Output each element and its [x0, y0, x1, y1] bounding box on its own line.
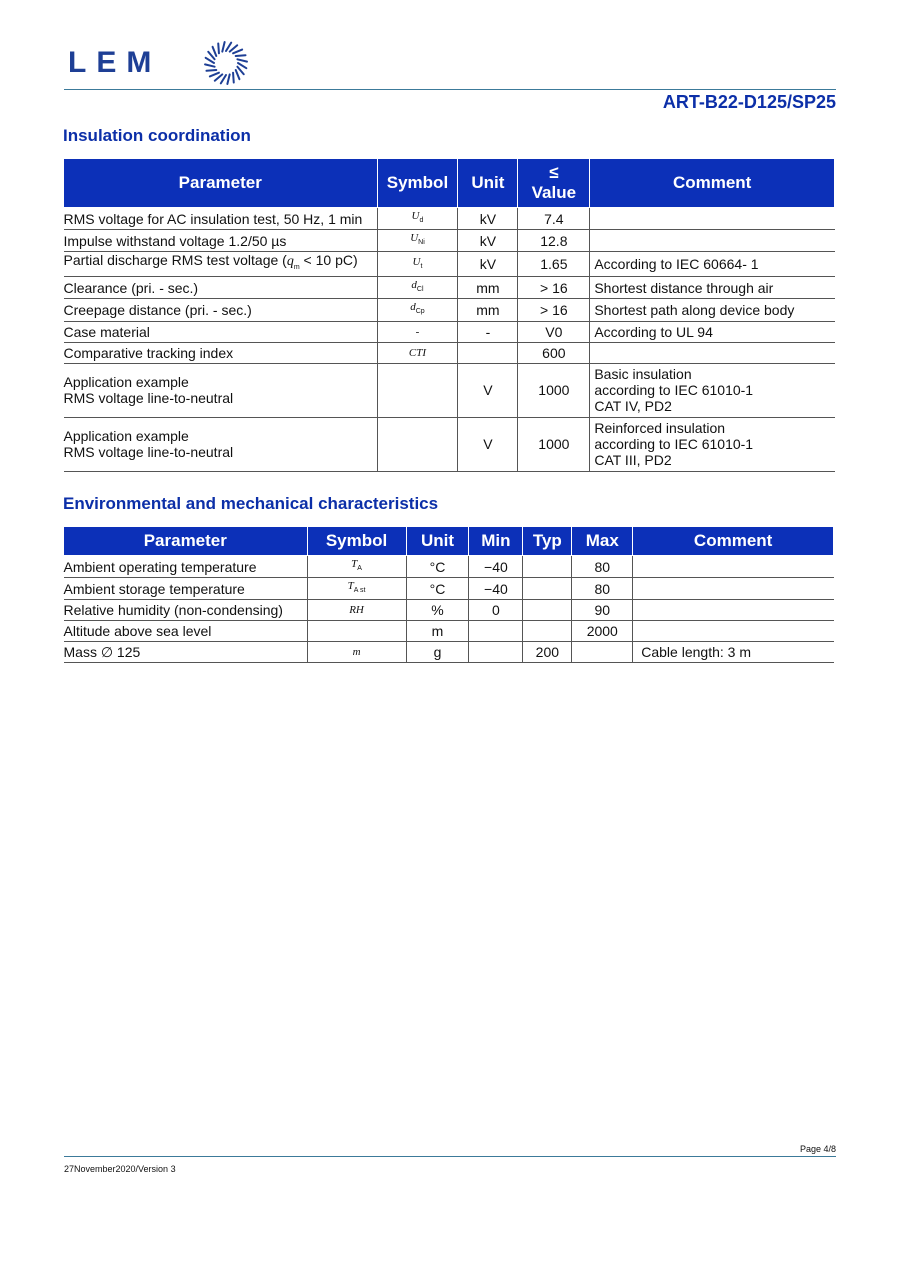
comment-cell: [590, 208, 835, 230]
symbol-cell: [377, 342, 458, 363]
comment-cell: [633, 556, 834, 578]
symbol-text: d: [410, 301, 416, 314]
unit-cell: -: [458, 321, 518, 342]
parameter-cell: Creepage distance (pri. - sec.): [64, 299, 378, 321]
symbol-text: CTI: [408, 346, 427, 359]
typ-cell: [523, 578, 572, 600]
col-header-parameter: Parameter: [64, 527, 308, 556]
comment-cell: [633, 578, 834, 600]
typ-cell: [523, 621, 572, 642]
parameter-part: < 10 pC): [299, 252, 358, 269]
col-header-parameter: Parameter: [64, 159, 378, 208]
max-cell: 90: [572, 600, 633, 621]
col-header-max: Max: [572, 527, 633, 556]
symbol-text: T: [351, 558, 358, 570]
symbol-cell: [307, 621, 406, 642]
insulation-section-title: Insulation coordination: [63, 126, 251, 145]
symbol-text: -: [415, 325, 420, 338]
symbol-text: RH: [349, 604, 364, 617]
value-cell: > 16: [518, 277, 590, 299]
parameter-cell: RMS voltage for AC insulation test, 50 Hz, 1 min: [64, 208, 378, 230]
table-row: [64, 230, 835, 252]
comment-cell: According to UL 94: [590, 321, 835, 342]
unit-cell: V: [458, 363, 518, 417]
parameter-cell: Ambient operating temperature: [64, 556, 308, 578]
parameter-cell: Ambient storage temperature: [64, 578, 308, 600]
symbol-cell: [307, 556, 406, 578]
col-header-unit: Unit: [406, 527, 469, 556]
symbol-text: U: [411, 210, 420, 222]
unit-cell: [458, 342, 518, 363]
unit-cell: %: [406, 600, 469, 621]
unit-cell: m: [406, 621, 469, 642]
comment-cell: Shortest path along device body: [590, 299, 835, 321]
insulation-table: [63, 158, 835, 472]
table-row: [64, 642, 834, 663]
unit-cell: °C: [406, 578, 469, 600]
symbol-cell: [307, 578, 406, 600]
comment-cell: Reinforced insulation according to IEC 61010-1 CAT III, PD2: [590, 417, 835, 471]
value-cell: > 16: [518, 299, 590, 321]
table-row: [64, 556, 834, 578]
table-row: [64, 208, 835, 230]
min-cell: 0: [469, 600, 523, 621]
sun-logo-icon: [203, 40, 249, 86]
max-cell: [572, 642, 633, 663]
table-row: [64, 321, 835, 342]
unit-cell: mm: [458, 299, 518, 321]
comment-cell: [590, 230, 835, 252]
min-cell: [469, 621, 523, 642]
symbol-text: d: [411, 279, 417, 292]
col-header-value: ≤ Value: [518, 159, 590, 208]
environmental-section-title: Environmental and mechanical characteristics: [63, 494, 439, 513]
symbol-cell: [377, 230, 458, 252]
comment-cell: According to IEC 60664- 1: [590, 252, 835, 277]
symbol-cell: [377, 208, 458, 230]
table-row: [64, 417, 835, 471]
parameter-cell: Altitude above sea level: [64, 621, 308, 642]
value-cell: 1.65: [518, 252, 590, 277]
unit-cell: V: [458, 417, 518, 471]
symbol-text: T: [347, 580, 354, 593]
unit-cell: °C: [406, 556, 469, 578]
parameter-cell: Mass ∅ 125: [64, 642, 308, 663]
comment-cell: [633, 600, 834, 621]
value-cell: 1000: [518, 363, 590, 417]
symbol-subscript: Ni: [418, 239, 425, 247]
max-cell: 80: [572, 556, 633, 578]
table-row: [64, 342, 835, 363]
symbol-cell: [377, 277, 458, 299]
environmental-table: [63, 526, 834, 663]
col-header-typ: Typ: [523, 527, 572, 556]
company-logo: LEM: [68, 46, 162, 79]
document-title: ART-B22-D125/SP25: [662, 92, 836, 112]
max-cell: 80: [572, 578, 633, 600]
page-number: Page 4/8: [799, 1144, 836, 1154]
symbol-cell: [377, 252, 458, 277]
parameter-cell: Comparative tracking index: [64, 342, 378, 363]
symbol-subscript: A st: [353, 587, 366, 595]
unit-cell: mm: [458, 277, 518, 299]
symbol-text: U: [410, 232, 419, 245]
symbol-cell: [307, 600, 406, 621]
col-header-symbol: Symbol: [377, 159, 458, 208]
symbol-subscript: t: [420, 262, 423, 270]
parameter-part: q: [286, 254, 294, 270]
comment-cell: Basic insulation according to IEC 61010-1 CAT IV, PD2: [590, 363, 835, 417]
symbol-cell: [377, 417, 458, 471]
table-row: [64, 578, 834, 600]
unit-cell: g: [406, 642, 469, 663]
col-header-symbol: Symbol: [307, 527, 406, 556]
parameter-part: m: [293, 264, 300, 272]
value-cell: 12.8: [518, 230, 590, 252]
table-row: [64, 277, 835, 299]
symbol-subscript: d: [419, 217, 424, 225]
col-header-min: Min: [469, 527, 523, 556]
symbol-cell: [377, 363, 458, 417]
typ-cell: [523, 556, 572, 578]
min-cell: −40: [469, 578, 523, 600]
parameter-cell: Clearance (pri. - sec.): [64, 277, 378, 299]
value-cell: 1000: [518, 417, 590, 471]
table-row: [64, 600, 834, 621]
comment-cell: [633, 621, 834, 642]
typ-cell: [523, 600, 572, 621]
symbol-text: m: [352, 646, 361, 659]
min-cell: −40: [469, 556, 523, 578]
symbol-subscript: A: [357, 565, 362, 573]
value-cell: V0: [518, 321, 590, 342]
col-header-unit: Unit: [458, 159, 518, 208]
col-header-comment: Comment: [590, 159, 835, 208]
parameter-cell: [64, 252, 378, 277]
parameter-cell: Application example RMS voltage line-to-neutral: [64, 363, 378, 417]
table-row: [64, 363, 835, 417]
max-cell: 2000: [572, 621, 633, 642]
parameter-part: Partial discharge RMS test voltage (: [63, 252, 287, 269]
parameter-cell: Relative humidity (non-condensing): [64, 600, 308, 621]
comment-cell: Shortest distance through air: [590, 277, 835, 299]
symbol-cell: [377, 299, 458, 321]
table-row: [64, 621, 834, 642]
unit-cell: kV: [458, 230, 518, 252]
typ-cell: 200: [523, 642, 572, 663]
symbol-cell: [377, 321, 458, 342]
header-divider: [64, 89, 836, 90]
table-row: [64, 252, 835, 277]
table-row: [64, 299, 835, 321]
symbol-cell: [307, 642, 406, 663]
parameter-cell: Impulse withstand voltage 1.2/50 µs: [64, 230, 378, 252]
value-cell: 600: [518, 342, 590, 363]
parameter-cell: Case material: [64, 321, 378, 342]
symbol-subscript: Cl: [416, 286, 424, 294]
comment-cell: Cable length: 3 m: [633, 642, 834, 663]
min-cell: [469, 642, 523, 663]
unit-cell: kV: [458, 208, 518, 230]
parameter-cell: Application example RMS voltage line-to-neutral: [64, 417, 378, 471]
unit-cell: kV: [458, 252, 518, 277]
footer-date-version: 27November2020/Version 3: [64, 1164, 176, 1174]
footer-divider: [64, 1156, 836, 1157]
symbol-subscript: Cp: [415, 308, 425, 316]
col-header-comment: Comment: [633, 527, 834, 556]
comment-cell: [590, 342, 835, 363]
symbol-text: U: [412, 255, 421, 268]
value-cell: 7.4: [518, 208, 590, 230]
